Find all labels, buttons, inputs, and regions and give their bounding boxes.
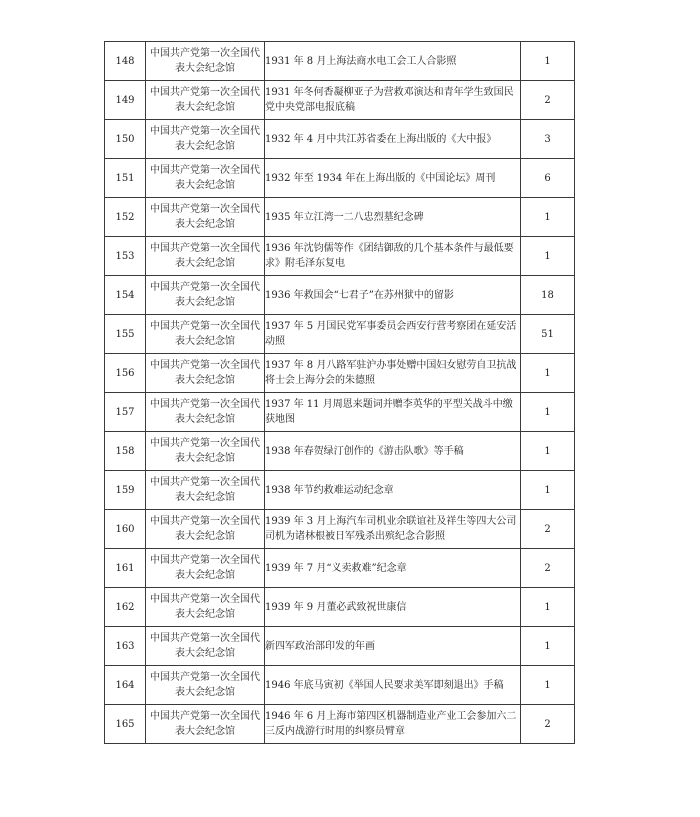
relic-name-text: 1937 年 8 月八路军驻沪办事处赠中国妇女慰劳自卫抗战将士会上海分会的朱德照: [265, 360, 517, 386]
table-row: [105, 42, 575, 81]
quantity-cell: [521, 354, 575, 393]
collection-unit-cell: [146, 471, 265, 510]
row-number-text: 155: [115, 328, 135, 340]
table-row: [105, 510, 575, 549]
relic-name-cell: [265, 354, 521, 393]
row-number-text: 149: [115, 94, 135, 106]
relic-name-cell: [265, 81, 521, 120]
relic-name-text: 1939 年 3 月上海汽车司机业余联谊社及祥生等四大公司司机为诸林根被日军残杀出殡纪念合影照: [265, 516, 517, 542]
row-number-text: 164: [115, 679, 135, 691]
collection-unit-cell: [146, 120, 265, 159]
quantity-text: 1: [544, 484, 551, 496]
table-row: [105, 471, 575, 510]
relic-name-cell: [265, 198, 521, 237]
table-row: [105, 354, 575, 393]
quantity-text: 2: [544, 718, 551, 730]
quantity-text: 1: [544, 679, 551, 691]
relic-name-cell: [265, 627, 521, 666]
collection-unit-text: 中国共产党第一次全国代表大会纪念馆: [150, 711, 260, 737]
relic-name-cell: [265, 159, 521, 198]
row-number-cell: [105, 627, 146, 666]
relic-name-text: 1932 年至 1934 年在上海出版的《中国论坛》周刊: [265, 172, 496, 184]
quantity-text: 6: [544, 172, 551, 184]
relic-name-text: 1939 年 9 月董必武致祝世康信: [265, 601, 407, 613]
relics-table-body: [105, 42, 575, 744]
row-number-cell: [105, 666, 146, 705]
collection-unit-text: 中国共产党第一次全国代表大会纪念馆: [150, 594, 260, 620]
quantity-cell: [521, 705, 575, 744]
collection-unit-cell: [146, 315, 265, 354]
quantity-cell: [521, 471, 575, 510]
quantity-cell: [521, 627, 575, 666]
relic-name-cell: [265, 549, 521, 588]
row-number-text: 153: [115, 250, 135, 262]
collection-unit-text: 中国共产党第一次全国代表大会纪念馆: [150, 321, 260, 347]
collection-unit-text: 中国共产党第一次全国代表大会纪念馆: [150, 672, 260, 698]
table-row: [105, 198, 575, 237]
collection-unit-cell: [146, 666, 265, 705]
row-number-text: 160: [115, 523, 135, 535]
collection-unit-text: 中国共产党第一次全国代表大会纪念馆: [150, 438, 260, 464]
collection-unit-text: 中国共产党第一次全国代表大会纪念馆: [150, 243, 260, 269]
relic-name-text: 1936 年救国会“七君子”在苏州狱中的留影: [265, 289, 454, 301]
relic-name-cell: [265, 666, 521, 705]
row-number-text: 152: [115, 211, 135, 223]
quantity-text: 1: [544, 445, 551, 457]
quantity-text: 3: [544, 133, 551, 145]
quantity-text: 1: [544, 250, 551, 262]
collection-unit-cell: [146, 549, 265, 588]
collection-unit-cell: [146, 432, 265, 471]
relic-name-text: 1939 年 7 月“义卖救难”纪念章: [265, 562, 407, 574]
quantity-cell: [521, 120, 575, 159]
row-number-text: 150: [115, 133, 135, 145]
row-number-text: 162: [115, 601, 135, 613]
table-row: [105, 81, 575, 120]
relic-name-cell: [265, 393, 521, 432]
quantity-cell: [521, 198, 575, 237]
quantity-cell: [521, 666, 575, 705]
relic-name-text: 1946 年底马寅初《举国人民要求美军即刻退出》手稿: [265, 679, 504, 691]
quantity-cell: [521, 393, 575, 432]
relic-name-text: 1931 年冬何香凝柳亚子为营救邓演达和青年学生致国民党中央党部电报底稿: [265, 87, 514, 113]
relic-name-cell: [265, 276, 521, 315]
row-number-text: 159: [115, 484, 135, 496]
relic-name-cell: [265, 510, 521, 549]
relic-name-text: 新四军政治部印发的年画: [265, 640, 375, 652]
relic-name-text: 1938 年节约救难运动纪念章: [265, 484, 394, 496]
relic-name-text: 1935 年立江湾一二八忠烈墓纪念碑: [265, 211, 424, 223]
table-row: [105, 666, 575, 705]
collection-unit-cell: [146, 393, 265, 432]
relic-name-cell: [265, 237, 521, 276]
quantity-text: 2: [544, 562, 551, 574]
row-number-cell: [105, 120, 146, 159]
table-row: [105, 705, 575, 744]
collection-unit-text: 中国共产党第一次全国代表大会纪念馆: [150, 360, 260, 386]
quantity-cell: [521, 159, 575, 198]
table-row: [105, 432, 575, 471]
collection-unit-text: 中国共产党第一次全国代表大会纪念馆: [150, 165, 260, 191]
collection-unit-text: 中国共产党第一次全国代表大会纪念馆: [150, 633, 260, 659]
row-number-text: 161: [115, 562, 135, 574]
relic-name-text: 1936 年沈钧儒等作《团结御敌的几个基本条件与最低要求》附毛泽东复电: [265, 243, 514, 269]
row-number-cell: [105, 276, 146, 315]
collection-unit-cell: [146, 588, 265, 627]
relic-name-cell: [265, 315, 521, 354]
table-row: [105, 588, 575, 627]
relic-name-text: 1946 年 6 月上海市第四区机器制造业产业工会参加六二三反内战游行时用的纠察员臂章: [265, 711, 517, 737]
collection-unit-cell: [146, 627, 265, 666]
row-number-text: 148: [115, 55, 135, 67]
relic-name-cell: [265, 705, 521, 744]
quantity-cell: [521, 510, 575, 549]
collection-unit-cell: [146, 159, 265, 198]
row-number-text: 165: [115, 718, 135, 730]
row-number-text: 157: [115, 406, 135, 418]
row-number-cell: [105, 81, 146, 120]
quantity-cell: [521, 549, 575, 588]
quantity-cell: [521, 42, 575, 81]
row-number-cell: [105, 432, 146, 471]
row-number-text: 156: [115, 367, 135, 379]
table-row: [105, 627, 575, 666]
quantity-text: 2: [544, 523, 551, 535]
relic-name-cell: [265, 42, 521, 81]
collection-unit-text: 中国共产党第一次全国代表大会纪念馆: [150, 282, 260, 308]
quantity-cell: [521, 588, 575, 627]
row-number-cell: [105, 588, 146, 627]
quantity-text: 1: [544, 367, 551, 379]
row-number-cell: [105, 42, 146, 81]
collection-unit-text: 中国共产党第一次全国代表大会纪念馆: [150, 48, 260, 74]
collection-unit-cell: [146, 237, 265, 276]
collection-unit-text: 中国共产党第一次全国代表大会纪念馆: [150, 204, 260, 230]
relics-table: [104, 41, 575, 744]
table-row: [105, 159, 575, 198]
relic-name-text: 1937 年 5 月国民党军事委员会西安行营考察团在延安活动照: [265, 321, 517, 347]
relic-name-text: 1937 年 11 月周恩来题词并赠李英华的平型关战斗中缴获地图: [265, 399, 513, 425]
collection-unit-cell: [146, 354, 265, 393]
collection-unit-cell: [146, 42, 265, 81]
quantity-text: 51: [541, 328, 554, 340]
row-number-text: 158: [115, 445, 135, 457]
quantity-text: 1: [544, 406, 551, 418]
row-number-cell: [105, 198, 146, 237]
row-number-text: 151: [115, 172, 135, 184]
collection-unit-text: 中国共产党第一次全国代表大会纪念馆: [150, 126, 260, 152]
relic-name-cell: [265, 588, 521, 627]
collection-unit-text: 中国共产党第一次全国代表大会纪念馆: [150, 87, 260, 113]
quantity-text: 1: [544, 55, 551, 67]
quantity-text: 1: [544, 211, 551, 223]
relic-name-cell: [265, 120, 521, 159]
collection-unit-text: 中国共产党第一次全国代表大会纪念馆: [150, 555, 260, 581]
collection-unit-text: 中国共产党第一次全国代表大会纪念馆: [150, 477, 260, 503]
relic-name-cell: [265, 471, 521, 510]
relic-name-cell: [265, 432, 521, 471]
collection-unit-cell: [146, 276, 265, 315]
table-row: [105, 120, 575, 159]
table-row: [105, 393, 575, 432]
row-number-cell: [105, 393, 146, 432]
quantity-text: 1: [544, 601, 551, 613]
collection-unit-cell: [146, 510, 265, 549]
quantity-text: 2: [544, 94, 551, 106]
table-row: [105, 315, 575, 354]
quantity-cell: [521, 276, 575, 315]
row-number-cell: [105, 549, 146, 588]
table-row: [105, 549, 575, 588]
relic-name-text: 1931 年 8 月上海法商水电工会工人合影照: [265, 55, 457, 67]
row-number-cell: [105, 159, 146, 198]
quantity-cell: [521, 432, 575, 471]
collection-unit-text: 中国共产党第一次全国代表大会纪念馆: [150, 516, 260, 542]
relic-name-text: 1938 年春贺绿汀创作的《游击队歌》等手稿: [265, 445, 464, 457]
quantity-cell: [521, 237, 575, 276]
row-number-cell: [105, 705, 146, 744]
quantity-text: 1: [544, 640, 551, 652]
quantity-cell: [521, 81, 575, 120]
relic-name-text: 1932 年 4 月中共江苏省委在上海出版的《大中报》: [265, 133, 497, 145]
table-row: [105, 237, 575, 276]
row-number-cell: [105, 315, 146, 354]
collection-unit-cell: [146, 705, 265, 744]
quantity-cell: [521, 315, 575, 354]
row-number-text: 163: [115, 640, 135, 652]
row-number-cell: [105, 471, 146, 510]
collection-unit-cell: [146, 81, 265, 120]
row-number-cell: [105, 354, 146, 393]
row-number-cell: [105, 237, 146, 276]
row-number-cell: [105, 510, 146, 549]
quantity-text: 18: [541, 289, 554, 301]
row-number-text: 154: [115, 289, 135, 301]
table-row: [105, 276, 575, 315]
collection-unit-text: 中国共产党第一次全国代表大会纪念馆: [150, 399, 260, 425]
collection-unit-cell: [146, 198, 265, 237]
